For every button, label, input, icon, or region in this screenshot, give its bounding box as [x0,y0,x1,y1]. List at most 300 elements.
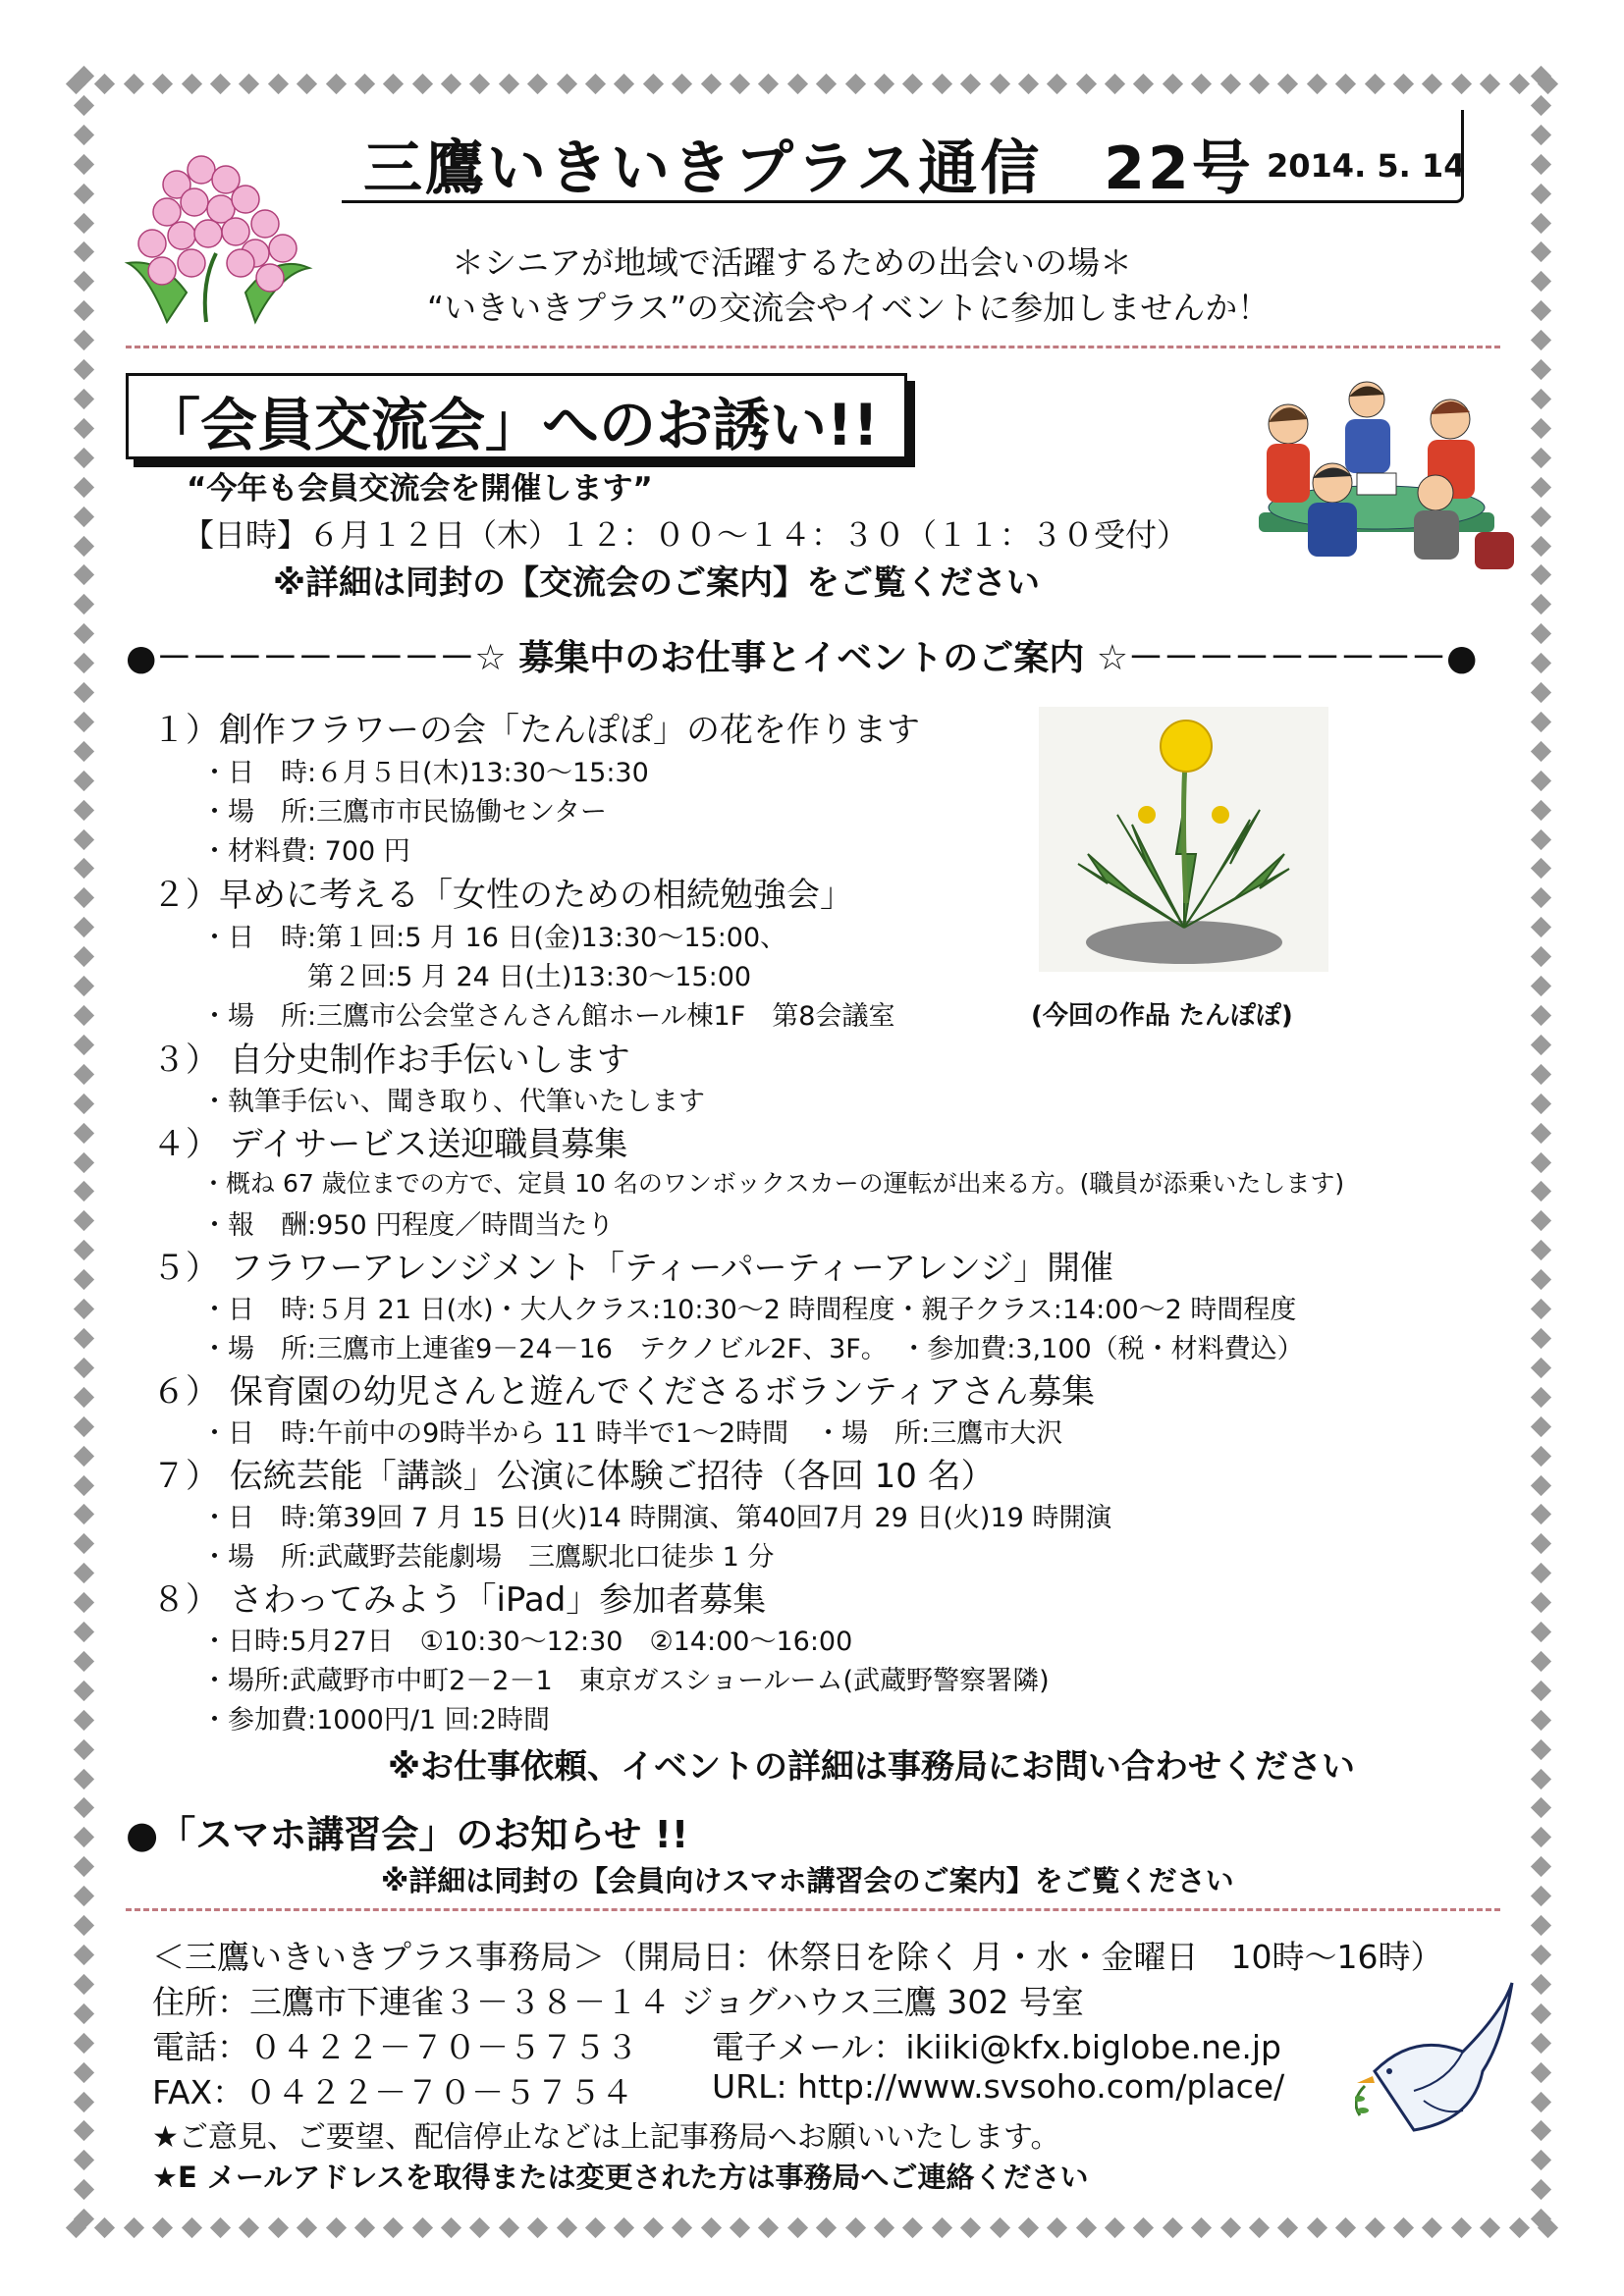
divider-bottom [126,1908,1500,1911]
border-diamond [1249,2216,1270,2237]
border-diamond [1530,771,1550,791]
invitation-datetime: 【日時】６月１２日（木）１２：００～１４：３０（１１：３０受付） [183,516,1189,554]
border-diamond [1530,1358,1550,1378]
border-diamond [1530,535,1550,556]
border-diamond [1530,1533,1550,1554]
issue-date: 2014. 5. 14 [1267,147,1466,185]
border-diamond [268,73,289,93]
border-diamond [1530,1240,1550,1260]
border-diamond [1307,2216,1327,2237]
border-diamond [499,2216,519,2237]
border-diamond [73,1681,93,1701]
border-diamond [1530,976,1550,996]
border-diamond [1530,241,1550,262]
border-diamond [643,73,664,93]
border-diamond [354,73,375,93]
border-diamond [1530,1710,1550,1731]
border-diamond [1530,448,1550,468]
event-8-title: ８） さわってみよう「iPad」参加者募集 [152,1580,767,1620]
border-diamond [73,1739,93,1760]
border-diamond [758,2216,779,2237]
border-diamond [1530,2179,1550,2200]
smartphone-seminar-note: ※詳細は同封の【会員向けスマホ講習会のご案内】をご覧ください [381,1864,1234,1897]
border-diamond [614,73,634,93]
office-address: 住所：三鷹市下連雀３－３８－１４ ジョグハウス三鷹 302 号室 [152,1983,1084,2021]
border-diamond [73,682,93,703]
border-diamond [730,2216,750,2237]
tagline-2: “いきいきプラス”の交流会やイベントに参加しませんか！ [427,289,1271,327]
people-meeting-illustration [1239,365,1519,576]
border-diamond [1277,2216,1298,2237]
border-diamond [73,712,93,732]
border-diamond [383,2216,404,2237]
border-diamond [1530,2209,1550,2229]
border-diamond [73,653,93,673]
border-diamond [73,300,93,321]
border-diamond [1530,712,1550,732]
border-diamond [1530,389,1550,409]
event-1-detail: ・日 時:６月５日(木)13:30～15:30 [201,758,649,788]
border-diamond [1530,125,1550,145]
border-diamond [730,73,750,93]
event-8-detail: ・場所:武蔵野市中町2－2－1 東京ガスショールーム(武蔵野警察署隣) [201,1666,1050,1696]
border-diamond [902,2216,923,2237]
email-change-notice: ★E メールアドレスを取得または変更された方は事務局へご連絡ください [152,2161,1089,2194]
border-diamond [1480,2216,1500,2237]
feedback-request: ★ご意見、ご要望、配信停止などは上記事務局へお願いいたします。 [152,2120,1060,2155]
border-diamond [73,241,93,262]
border-diamond [124,73,144,93]
border-diamond [73,1358,93,1378]
border-diamond [1530,858,1550,879]
border-diamond [1530,1064,1550,1085]
border-diamond [73,1269,93,1290]
border-diamond [1530,1387,1550,1408]
invitation-title: 「会員交流会」へのお誘い!! [143,392,879,458]
border-diamond [527,2216,548,2237]
border-diamond [1530,95,1550,116]
border-diamond [1530,2150,1550,2170]
photo-caption: (今回の作品 たんぽぽ) [1031,1001,1293,1031]
border-diamond [73,271,93,292]
border-diamond [1530,1474,1550,1495]
border-diamond [1530,2091,1550,2111]
events-section-header: ●－－－－－－－－－☆ 募集中のお仕事とイベントのご案内 ☆－－－－－－－－－● [126,638,1478,678]
border-diamond [73,1328,93,1349]
border-diamond [73,1592,93,1613]
border-diamond [73,741,93,762]
border-diamond [1277,73,1298,93]
border-diamond [1530,1445,1550,1466]
border-diamond [1530,1915,1550,1936]
border-diamond [1105,2216,1125,2237]
border-diamond [1422,73,1442,93]
border-diamond [73,1651,93,1672]
border-diamond [1530,1299,1550,1319]
border-diamond [585,2216,606,2237]
border-diamond [1451,2216,1472,2237]
border-diamond [1307,73,1327,93]
border-diamond [874,73,894,93]
border-diamond [1530,741,1550,762]
border-diamond [1530,1181,1550,1201]
border-diamond [1530,66,1550,86]
border-diamond [73,623,93,644]
border-diamond [1530,1856,1550,1877]
border-diamond [73,1181,93,1201]
border-diamond [1393,2216,1414,2237]
event-7-title: ７） 伝統芸能「講談」公演に体験ご招待（各回 10 名） [152,1457,995,1496]
border-diamond [1335,73,1356,93]
border-diamond [73,212,93,233]
border-diamond [1530,1797,1550,1818]
border-diamond [1530,2062,1550,2083]
border-diamond [73,1563,93,1583]
event-1-detail: ・場 所:三鷹市市民協働センター [201,797,608,828]
border-diamond [73,771,93,791]
border-diamond [73,1151,93,1172]
border-diamond [73,828,93,849]
border-diamond [73,1622,93,1642]
border-diamond [354,2216,375,2237]
border-diamond [239,73,259,93]
border-diamond [73,330,93,350]
border-diamond [499,73,519,93]
border-diamond [816,2216,837,2237]
border-diamond [672,73,692,93]
dandelion-craft-photo [1039,707,1328,972]
border-diamond [1530,1210,1550,1231]
border-diamond [1530,594,1550,614]
border-diamond [1249,73,1270,93]
border-diamond [1191,2216,1212,2237]
border-diamond [73,506,93,526]
border-diamond [73,1123,93,1144]
border-diamond [412,2216,433,2237]
border-diamond [1530,1768,1550,1789]
border-diamond [383,73,404,93]
border-diamond [239,2216,259,2237]
event-4-detail: ・報 酬:950 円程度／時間当たり [201,1210,615,1241]
border-diamond [1530,1622,1550,1642]
border-diamond [1530,330,1550,350]
border-diamond [989,2216,1009,2237]
border-diamond [1530,1563,1550,1583]
border-diamond [73,359,93,380]
border-diamond [73,2062,93,2083]
border-diamond [1220,73,1241,93]
office-url[interactable]: URL: http://www.svsoho.com/place/ [712,2067,1285,2106]
border-diamond [152,2216,173,2237]
border-diamond [73,1474,93,1495]
border-diamond [73,594,93,614]
border-diamond [73,1856,93,1877]
border-diamond [1530,1681,1550,1701]
border-diamond [1530,1945,1550,1965]
border-diamond [1530,1416,1550,1437]
border-diamond [73,1005,93,1026]
border-diamond [1530,1094,1550,1114]
border-diamond [1163,2216,1183,2237]
border-diamond [73,184,93,204]
border-diamond [73,976,93,996]
office-phone: 電話：０４２２－７０－５７５３ [152,2028,638,2066]
border-diamond [1530,359,1550,380]
border-diamond [73,800,93,821]
border-diamond [1530,477,1550,498]
border-diamond [73,2003,93,2024]
border-diamond [73,418,93,439]
border-diamond [1530,1035,1550,1055]
border-diamond [73,1827,93,1847]
border-diamond [1530,506,1550,526]
border-diamond [73,2120,93,2141]
border-diamond [1530,800,1550,821]
border-diamond [1364,73,1384,93]
border-diamond [960,73,981,93]
event-5-detail: ・日 時:５月 21 日(水)・大人クラス:10:30～2 時間程度・親子クラス:14:00～2 時間程度 [201,1295,1297,1325]
border-diamond [700,73,721,93]
event-3-title: ３） 自分史制作お手伝いします [152,1041,630,1080]
border-diamond [672,2216,692,2237]
border-diamond [73,2033,93,2054]
border-diamond [1451,73,1472,93]
border-diamond [124,2216,144,2237]
invitation-note: ※詳細は同封の【交流会のご案内】をご覧ください [273,563,1041,603]
border-diamond [73,564,93,585]
border-diamond [73,887,93,908]
hydrangea-flower-illustration [108,126,324,332]
border-diamond [210,2216,231,2237]
border-diamond [73,1416,93,1437]
border-diamond [1530,917,1550,937]
border-diamond [932,73,952,93]
border-diamond [73,535,93,556]
border-diamond [73,1945,93,1965]
border-diamond [1018,2216,1039,2237]
border-diamond [73,125,93,145]
border-diamond [73,1797,93,1818]
border-diamond [1530,1151,1550,1172]
event-1-title: １）創作フラワーの会「たんぽぽ」の花を作ります [152,711,920,750]
divider-top [126,346,1500,348]
border-diamond [73,946,93,967]
border-diamond [1530,1005,1550,1026]
border-diamond [1530,1269,1550,1290]
border-diamond [297,73,317,93]
border-diamond [1393,73,1414,93]
border-diamond [1530,418,1550,439]
border-diamond [1530,1592,1550,1613]
border-diamond [73,1533,93,1554]
events-note: ※お仕事依頼、イベントの詳細は事務局にお問い合わせください [388,1747,1356,1787]
border-diamond [1530,1651,1550,1672]
border-diamond [1047,2216,1067,2237]
event-5-title: ５） フラワーアレンジメント「ティーパーティーアレンジ」開催 [152,1249,1114,1288]
border-diamond [614,2216,634,2237]
page-border-top [69,69,1555,98]
border-diamond [902,73,923,93]
border-diamond [1530,828,1550,849]
border-diamond [557,2216,577,2237]
border-diamond [1530,653,1550,673]
border-diamond [1530,300,1550,321]
event-5-detail: ・場 所:三鷹市上連雀9－24－16 テクノビル2F、3F。 ・参加費:3,100（税・材料費込） [201,1334,1304,1364]
border-diamond [844,73,865,93]
event-8-detail: ・参加費:1000円/1 回:2時間 [201,1705,550,1735]
page-border-left [69,69,98,2227]
border-diamond [73,1445,93,1466]
border-diamond [1530,1886,1550,1906]
border-diamond [527,73,548,93]
border-diamond [73,2209,93,2229]
border-diamond [787,2216,808,2237]
border-diamond [844,2216,865,2237]
event-2-title: ２）早めに考える「女性のための相続勉強会」 [152,876,853,915]
border-diamond [73,66,93,86]
border-diamond [469,2216,490,2237]
invitation-subtitle: “今年も会員交流会を開催します” [187,471,653,507]
border-diamond [73,1915,93,1936]
border-diamond [297,2216,317,2237]
event-4-detail: ・概ね 67 歳位までの方で、定員 10 名のワンボックスカーの運転が出来る方。(職員が添乗いたします) [201,1169,1345,1198]
border-diamond [1530,564,1550,585]
office-email[interactable]: 電子メール：ikiiki@kfx.biglobe.ne.jp [712,2028,1281,2066]
border-diamond [1422,2216,1442,2237]
border-diamond [325,73,346,93]
event-8-detail: ・日時:5月27日 ①10:30～12:30 ②14:00～16:00 [201,1627,853,1657]
border-diamond [1530,271,1550,292]
dove-with-olive-branch-illustration [1355,1973,1522,2145]
border-diamond [441,73,461,93]
border-diamond [73,1094,93,1114]
border-diamond [758,73,779,93]
border-diamond [1335,2216,1356,2237]
border-diamond [1530,887,1550,908]
event-4-title: ４） デイサービス送迎職員募集 [152,1125,628,1164]
border-diamond [643,2216,664,2237]
border-diamond [210,73,231,93]
border-diamond [325,2216,346,2237]
border-diamond [73,917,93,937]
border-diamond [1133,2216,1154,2237]
border-diamond [787,73,808,93]
border-diamond [73,1210,93,1231]
border-diamond [1530,1123,1550,1144]
tagline-1: ＊シニアが地域で活躍するための出会いの場＊ [452,243,1132,282]
border-diamond [1480,73,1500,93]
border-diamond [1530,1827,1550,1847]
border-diamond [73,1299,93,1319]
border-diamond [1105,73,1125,93]
page-border-bottom [69,2213,1555,2242]
border-diamond [932,2216,952,2237]
border-diamond [816,73,837,93]
border-diamond [73,2150,93,2170]
border-diamond [557,73,577,93]
border-diamond [1530,2003,1550,2024]
border-diamond [700,2216,721,2237]
border-diamond [73,858,93,879]
border-diamond [1530,1328,1550,1349]
event-2-detail: 第２回:5 月 24 日(土)13:30～15:00 [201,962,752,992]
border-diamond [73,448,93,468]
border-diamond [73,1064,93,1085]
border-diamond [73,154,93,175]
border-diamond [181,2216,201,2237]
border-diamond [268,2216,289,2237]
border-diamond [1530,1504,1550,1524]
event-1-detail: ・材料費: 700 円 [201,836,410,867]
event-6-detail: ・日 時:午前中の9時半から 11 時半で1～2時間 ・場 所:三鷹市大沢 [201,1418,1063,1449]
event-6-title: ６） 保育園の幼児さんと遊んでくださるボランティアさん募集 [152,1372,1096,1412]
border-diamond [1530,212,1550,233]
border-diamond [73,1886,93,1906]
border-diamond [874,2216,894,2237]
border-diamond [960,2216,981,2237]
border-diamond [412,73,433,93]
border-diamond [1047,73,1067,93]
event-7-detail: ・日 時:第39回 7 月 15 日(火)14 時開演、第40回7月 29 日(火)19 時開演 [201,1503,1112,1533]
event-3-detail: ・執筆手伝い、聞き取り、代筆いたします [201,1087,705,1117]
border-diamond [1364,2216,1384,2237]
border-diamond [1530,1974,1550,1995]
border-diamond [73,2179,93,2200]
office-hours: ＜三鷹いきいきプラス事務局＞（開局日：休祭日を除く 月・水・金曜日 10時～16時） [152,1938,1443,1976]
border-diamond [152,73,173,93]
border-diamond [73,1974,93,1995]
border-diamond [73,389,93,409]
border-diamond [73,1768,93,1789]
event-2-detail: ・場 所:三鷹市公会堂さんさん館ホール棟1F 第8会議室 [201,1001,895,1032]
border-diamond [1530,2120,1550,2141]
newsletter-title: 三鷹いきいきプラス通信 22号 [363,134,1254,203]
border-diamond [441,2216,461,2237]
border-diamond [181,73,201,93]
border-diamond [73,1035,93,1055]
border-diamond [1530,623,1550,644]
event-2-detail: ・日 時:第１回:5 月 16 日(金)13:30～15:00、 [201,923,787,953]
smartphone-seminar-title: ●「スマホ講習会」のお知らせ !! [126,1813,689,1856]
border-diamond [1530,154,1550,175]
border-diamond [1530,946,1550,967]
border-diamond [73,1240,93,1260]
border-diamond [73,1504,93,1524]
border-diamond [585,73,606,93]
border-diamond [1163,73,1183,93]
border-diamond [1220,2216,1241,2237]
border-diamond [989,73,1009,93]
border-diamond [1076,73,1097,93]
border-diamond [1530,2033,1550,2054]
border-diamond [1191,73,1212,93]
border-diamond [469,73,490,93]
border-diamond [73,2091,93,2111]
border-diamond [1018,73,1039,93]
border-diamond [73,95,93,116]
page-border-right [1526,69,1555,2227]
office-fax: FAX：０４２２－７０－５７５４ [152,2073,634,2111]
border-diamond [73,1387,93,1408]
event-7-detail: ・場 所:武蔵野芸能劇場 三鷹駅北口徒歩 1 分 [201,1542,775,1573]
border-diamond [1530,1739,1550,1760]
border-diamond [73,1710,93,1731]
border-diamond [1530,682,1550,703]
border-diamond [1530,184,1550,204]
border-diamond [1133,73,1154,93]
border-diamond [73,477,93,498]
border-diamond [1076,2216,1097,2237]
